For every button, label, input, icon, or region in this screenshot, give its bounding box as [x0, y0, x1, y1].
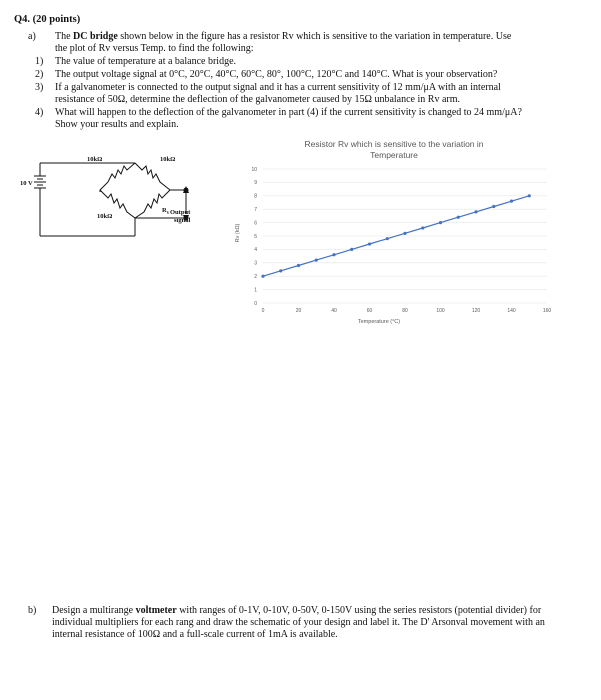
label-source: 10 V [20, 180, 33, 187]
bridge-circuit-diagram [20, 148, 220, 258]
label-rv-subscript: v [166, 211, 170, 216]
data-point [528, 194, 531, 197]
data-point [457, 216, 460, 219]
rv-temperature-chart [225, 133, 570, 328]
chart-title-line1: Resistor Rv which is sensitive to the variation in [304, 139, 484, 149]
part-a-line1-pre: The [55, 31, 74, 42]
data-point [492, 205, 495, 208]
item-4-number: 4) [35, 107, 44, 118]
part-a-line1 [55, 31, 511, 42]
label-output-line1: Output [170, 209, 191, 216]
chart-gridlines [263, 169, 547, 303]
data-point [510, 200, 513, 203]
item-3-number: 3) [35, 82, 44, 93]
data-point [386, 237, 389, 240]
y-tick-label: 2 [254, 274, 257, 280]
data-point [421, 226, 424, 229]
y-tick-label: 7 [254, 207, 257, 213]
item-1-text: The value of temperature at a balance bridge. [55, 56, 237, 67]
part-a-line1-post: shown below in the figure has a resistor Rv which is sensitive to the variation in temperature. Use [117, 31, 512, 42]
y-tick-label: 4 [254, 247, 257, 254]
y-tick-label: 3 [254, 260, 257, 267]
data-point [439, 221, 442, 224]
resistor-top-left [100, 163, 135, 190]
x-tick-label: 80 [402, 308, 408, 314]
chart-x-axis-label: Temperature (°C) [357, 319, 401, 325]
chart-y-axis-label: Rv (kΩ) [235, 223, 241, 243]
label-r-bottom-left: 10kΩ [97, 213, 113, 220]
y-tick-label: 6 [254, 220, 257, 227]
x-tick-label: 160 [542, 308, 552, 314]
part-a-line1-bold: DC bridge [73, 31, 118, 42]
y-tick-label: 10 [251, 166, 257, 173]
data-point [332, 253, 335, 256]
data-point [474, 210, 477, 213]
item-1-number: 1) [35, 56, 44, 67]
label-output-line2: signal [174, 217, 191, 224]
item-4-text-line2: Show your results and explain. [55, 119, 179, 130]
item-2-number: 2) [35, 69, 44, 80]
item-3-text-line2: resistance of 50Ω, determine the deflection of the galvanometer caused by 15Ω unbalance in Rv arm. [55, 94, 460, 105]
part-a-label: a) [28, 31, 36, 42]
part-b-label: b) [28, 605, 37, 616]
x-tick-label: 120 [471, 308, 481, 314]
y-tick-label: 8 [254, 193, 257, 200]
item-4-text-line1: What will happen to the deflection of the galvanometer in part (4) if the current sensitivity is changed to 24 mm/μA? [55, 107, 522, 118]
label-rv: R [162, 207, 167, 214]
x-tick-label: 0 [261, 308, 265, 314]
y-tick-label: 5 [254, 233, 257, 240]
x-tick-label: 40 [331, 308, 337, 314]
part-b-pre: Design a multirange [52, 605, 136, 616]
data-point [297, 264, 300, 267]
x-tick-label: 100 [436, 308, 445, 314]
data-point [368, 242, 371, 245]
x-tick-label: 20 [295, 308, 302, 314]
data-point [279, 269, 282, 272]
resistor-top-right [135, 163, 170, 190]
x-tick-label: 60 [366, 308, 373, 314]
question-title: Q4. (20 points) [14, 14, 81, 25]
y-tick-label: 0 [254, 300, 257, 307]
part-a-line2: the plot of Rv versus Temp. to find the following: [55, 43, 254, 54]
label-r-top-right: 10kΩ [160, 156, 176, 163]
data-point [350, 248, 353, 251]
label-r-top-left: 10kΩ [87, 156, 103, 163]
item-3-text-line1: If a galvanometer is connected to the output signal and it has a current sensitivity of 12 mm/μA with an internal [55, 82, 501, 93]
y-tick-label: 1 [254, 287, 257, 294]
item-2-text: The output voltage signal at 0°C, 20°C, 40°C, 60°C, 80°, 100°C, 120°C and 140°C. What is your observation? [55, 69, 498, 80]
part-b-text [28, 605, 572, 641]
svg-text:Rv [162, 207, 170, 216]
data-point [315, 259, 318, 262]
data-point [403, 232, 406, 235]
x-tick-label: 140 [507, 308, 516, 314]
chart-tick-labels [251, 167, 551, 314]
part-b-post: with ranges of 0-1V, 0-10V, 0-50V, 0-150V using the series resistors (potential divider) for individual multipliers for each rang and draw the schematic of your design and label it. The D' Arsonval movement with an internal resistance of 100Ω and a full-scale current of 1mA is available. [52, 605, 545, 640]
data-point [261, 275, 264, 278]
chart-title-line2: Temperature [370, 150, 418, 160]
part-b-bold: voltmeter [135, 605, 177, 616]
y-tick-label: 9 [254, 180, 257, 187]
